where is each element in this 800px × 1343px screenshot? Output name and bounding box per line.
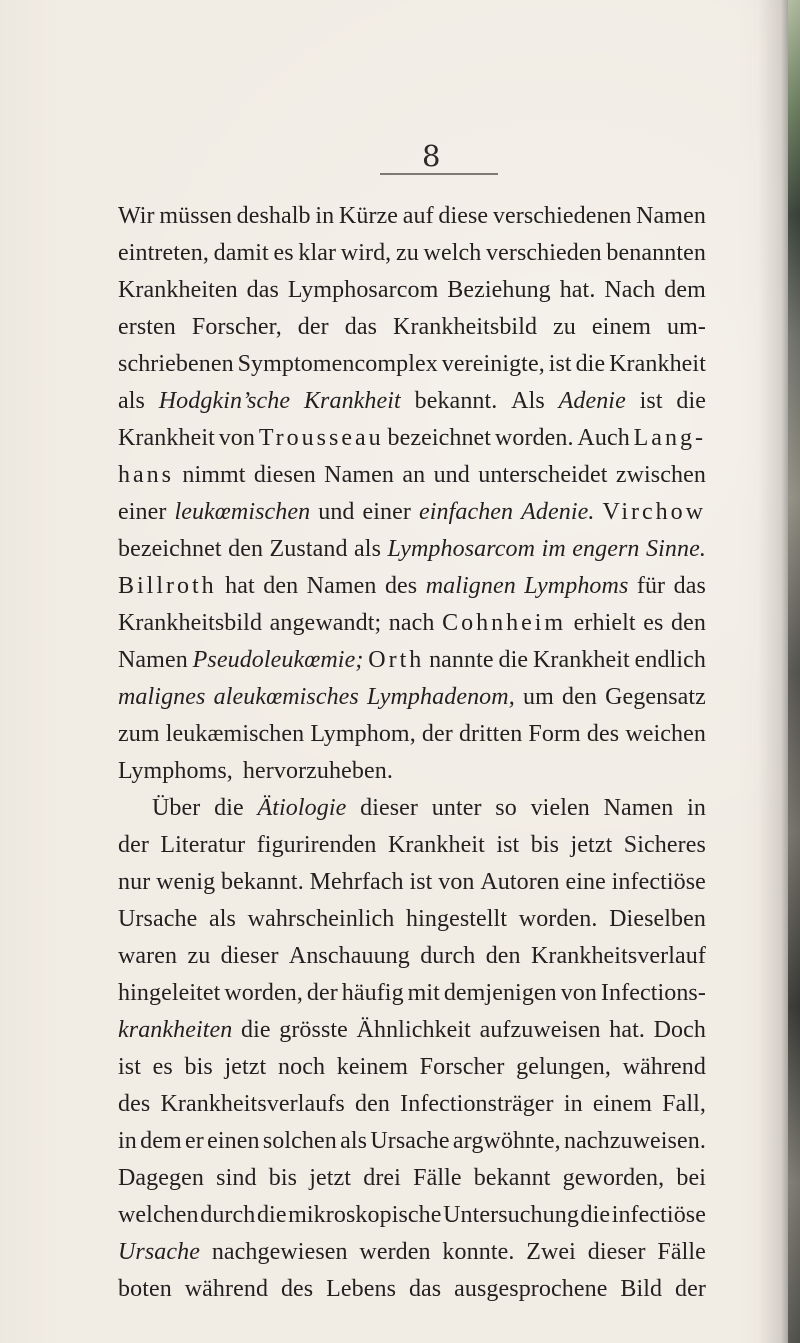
text-word: Form — [528, 721, 581, 747]
text-word: zwischen — [615, 462, 706, 488]
text-word: erhielt — [573, 610, 636, 636]
text-word: jetzt — [224, 1054, 267, 1080]
text-word: einem — [592, 1091, 652, 1117]
text-word: nimmt — [182, 462, 246, 488]
text-word: der — [675, 1276, 706, 1302]
text-word: sind — [216, 1165, 257, 1191]
text-word: bis — [530, 832, 560, 858]
text-word: Cohnheim — [442, 610, 567, 636]
text-word: ist — [496, 832, 520, 858]
text-line — [118, 1197, 706, 1234]
text-word: dritten — [458, 721, 523, 747]
text-word: die — [214, 795, 244, 821]
text-word: der — [118, 832, 149, 858]
text-word: Dieselben — [609, 906, 706, 932]
text-word: zu — [395, 240, 419, 266]
text-word: wird, — [340, 240, 392, 266]
text-word: bis — [268, 1165, 298, 1191]
text-word: Kürze — [338, 203, 399, 229]
text-word: Adenie — [558, 388, 626, 414]
text-word: werden — [359, 1239, 431, 1265]
text-word: diese — [438, 203, 489, 229]
text-word: die — [256, 1202, 287, 1228]
text-word: Fall, — [662, 1091, 706, 1117]
text-word: hat. — [609, 1017, 645, 1043]
text-word: Krankheiten — [118, 277, 238, 303]
text-line — [118, 1271, 706, 1308]
text-word: worden. — [518, 906, 598, 932]
text-word: vereinigte, — [441, 351, 545, 377]
text-word: Billroth — [118, 573, 217, 599]
text-line — [118, 790, 706, 827]
text-word: Forscher — [419, 1054, 505, 1080]
text-word: Namen — [118, 647, 188, 673]
text-word: noch — [278, 1054, 326, 1080]
text-word: den — [485, 943, 521, 969]
text-word: Mehrfach — [309, 869, 404, 895]
text-word: wahrscheinlich — [247, 906, 395, 932]
text-word: ausgesprochene — [454, 1276, 608, 1302]
text-word: Ähnlichkeit — [356, 1017, 471, 1043]
text-line — [118, 568, 706, 605]
text-word: dieser — [360, 795, 419, 821]
text-word: es — [152, 1054, 173, 1080]
text-line — [118, 753, 706, 790]
text-word: solchen — [262, 1128, 337, 1154]
text-word: ist — [118, 1054, 141, 1080]
text-word: weichen — [625, 721, 706, 747]
text-word: verschiedenen — [492, 203, 632, 229]
text-word: benannten — [606, 240, 706, 266]
text-word: konnte. — [442, 1239, 515, 1265]
text-word: Krankheit — [532, 647, 630, 673]
text-word: des — [586, 721, 620, 747]
text-word: Fälle — [413, 1165, 462, 1191]
text-line — [118, 420, 706, 457]
text-word: ist — [409, 869, 433, 895]
page-header — [380, 139, 498, 173]
text-word: unterscheidet — [478, 462, 608, 488]
text-word: Sicheres — [623, 832, 706, 858]
text-line — [118, 975, 706, 1012]
text-word: Namen — [636, 203, 706, 229]
text-word: Lymphosarcom — [287, 277, 439, 303]
text-word: der — [297, 314, 329, 340]
text-word: hervorzuheben. — [242, 758, 393, 784]
text-word: bekannt. — [414, 388, 498, 414]
text-word: Nach — [604, 277, 656, 303]
text-word: hingestellt — [406, 906, 508, 932]
text-word: jetzt — [309, 1165, 352, 1191]
text-word: die — [498, 647, 529, 673]
text-word: klar — [298, 240, 337, 266]
body-text — [118, 198, 706, 1308]
text-word: der — [421, 721, 453, 747]
text-word: infectiöse — [611, 869, 706, 895]
text-word: dieser — [220, 943, 279, 969]
text-word: einer — [362, 499, 411, 525]
page-number: 8 — [422, 139, 441, 173]
text-word: Namen — [306, 573, 377, 599]
text-word: engern — [572, 536, 640, 562]
text-line — [118, 1049, 706, 1086]
text-word: Orth — [368, 647, 425, 673]
text-word: vielen — [530, 795, 590, 821]
text-word: Anschauung — [288, 943, 410, 969]
text-word: als — [118, 388, 145, 414]
text-word: Zwei — [526, 1239, 576, 1265]
text-word: einer — [118, 499, 167, 525]
text-word: grösste — [279, 1017, 348, 1043]
text-line — [118, 642, 706, 679]
text-word: auf — [402, 203, 434, 229]
text-word: welch — [423, 240, 482, 266]
text-word: ersten — [118, 314, 176, 340]
text-line — [118, 827, 706, 864]
text-line — [118, 864, 706, 901]
text-word: Als — [511, 388, 545, 414]
text-word: dieser — [587, 1239, 646, 1265]
text-word: welchen — [118, 1202, 199, 1228]
text-line — [118, 457, 706, 494]
text-line — [118, 346, 706, 383]
text-word: leukœmischen — [174, 499, 311, 525]
text-word: Infections- — [600, 980, 706, 1006]
text-word: Ursache — [370, 1128, 450, 1154]
text-word: von — [218, 425, 256, 451]
text-line — [118, 235, 706, 272]
text-word: während — [184, 1276, 269, 1302]
text-word: es — [643, 610, 664, 636]
text-word: während — [622, 1054, 706, 1080]
text-word: damit — [213, 240, 269, 266]
text-word: das — [673, 573, 706, 599]
text-word: von — [438, 869, 475, 895]
text-word: Pseudoleukœmie; — [192, 647, 364, 673]
text-word: bei — [676, 1165, 706, 1191]
text-word: so — [495, 795, 517, 821]
text-word: die — [241, 1017, 271, 1043]
text-word: Krankheitsverlauf — [530, 943, 706, 969]
text-word: endlich — [634, 647, 706, 673]
text-word: um — [522, 684, 554, 710]
text-word: mit — [407, 980, 440, 1006]
text-word: als — [354, 536, 382, 562]
text-word: worden, — [224, 980, 303, 1006]
text-word: Hodgkin’sche — [158, 388, 291, 414]
text-line — [118, 605, 706, 642]
text-line — [118, 938, 706, 975]
header-rule — [380, 173, 498, 175]
text-word: boten — [118, 1276, 172, 1302]
text-word: Lymphoms — [524, 573, 629, 599]
text-word: jetzt — [570, 832, 613, 858]
text-word: Wir — [118, 203, 155, 229]
text-word: Ätiologie — [257, 795, 347, 821]
text-line — [118, 531, 706, 568]
text-word: krankheiten — [118, 1017, 233, 1043]
text-word: Krankheitsbild — [393, 314, 538, 340]
text-word: des — [118, 1091, 151, 1117]
text-word: Lymphom, — [310, 721, 416, 747]
text-word: Krankheit — [303, 388, 401, 414]
text-word: figurirenden — [256, 832, 377, 858]
text-line — [118, 901, 706, 938]
text-line — [118, 494, 706, 531]
text-word: die — [575, 351, 606, 377]
text-word: des — [384, 573, 418, 599]
text-word: Lymphoms, — [118, 758, 233, 784]
text-word: Untersuchung — [443, 1202, 579, 1228]
text-word: dem — [664, 277, 706, 303]
text-word: waren — [118, 943, 178, 969]
text-word: hingeleitet — [118, 980, 221, 1006]
text-word: Beziehung — [447, 277, 551, 303]
text-word: geworden, — [562, 1165, 665, 1191]
text-word: der — [306, 980, 338, 1006]
text-word: Literatur — [160, 832, 246, 858]
text-line — [118, 198, 706, 235]
text-word: Forscher, — [191, 314, 282, 340]
text-word: im — [541, 536, 566, 562]
text-word: nannte — [429, 647, 494, 673]
text-word: worden. — [494, 425, 574, 451]
text-word: zu — [553, 314, 576, 340]
text-word: den — [561, 684, 597, 710]
text-word: Symptomencomplex — [237, 351, 438, 377]
text-word: hat — [225, 573, 255, 599]
text-word: Autoren — [480, 869, 560, 895]
text-word: angewandt; — [269, 610, 382, 636]
text-word: bis — [184, 1054, 213, 1080]
page-edge-strip — [788, 0, 800, 1343]
text-word: einfachen — [418, 499, 514, 525]
text-word: in — [687, 795, 706, 821]
text-word: nachgewiesen — [211, 1239, 348, 1265]
text-word: Krankheit — [388, 832, 485, 858]
text-word: wenig — [156, 869, 216, 895]
text-word: ist — [548, 351, 572, 377]
text-word: eintreten, — [118, 240, 209, 266]
text-line — [118, 679, 706, 716]
text-word: Dagegen — [118, 1165, 204, 1191]
text-word: ist — [639, 388, 663, 414]
text-word: malignen — [425, 573, 516, 599]
text-word: Krankheit — [609, 351, 706, 377]
text-word: Namen — [603, 795, 674, 821]
text-word: zu — [187, 943, 211, 969]
text-word: schriebenen — [118, 351, 234, 377]
text-word: Auch — [577, 425, 630, 451]
text-word: in — [315, 203, 335, 229]
text-word: Sinne. — [646, 536, 706, 562]
text-word: Lymphosarcom — [387, 536, 536, 562]
text-word: für — [636, 573, 666, 599]
text-word: argwöhnte, — [452, 1128, 561, 1154]
text-word: in — [563, 1091, 583, 1117]
text-word: zum — [118, 721, 160, 747]
text-word: Zustand — [269, 536, 348, 562]
text-word: den — [355, 1091, 390, 1117]
text-word: es — [273, 240, 294, 266]
text-word: die — [580, 1202, 611, 1228]
text-word: diesen — [253, 462, 316, 488]
text-word: Ursache — [118, 1239, 201, 1265]
text-word: häufig — [341, 980, 404, 1006]
text-word: Trousseau — [258, 425, 384, 451]
text-word: infectiöse — [611, 1202, 706, 1228]
text-word: Lang- — [633, 425, 706, 451]
text-word: die — [676, 388, 706, 414]
text-word: und — [318, 499, 355, 525]
text-word: malignes — [118, 684, 206, 710]
text-word: leukæmischen — [165, 721, 305, 747]
text-word: Infectionsträger — [400, 1091, 554, 1117]
text-line — [118, 272, 706, 309]
text-line — [118, 1012, 706, 1049]
text-word: bekannt. — [221, 869, 304, 895]
text-word: um- — [667, 314, 706, 340]
text-line — [118, 309, 706, 346]
text-word: den — [670, 610, 706, 636]
text-word: mikroskopische — [288, 1202, 442, 1228]
text-word: keinem — [336, 1054, 408, 1080]
text-word: müssen — [159, 203, 232, 229]
text-word: bezeichnet — [387, 425, 492, 451]
text-word: Über — [152, 795, 201, 821]
text-word: in — [118, 1128, 137, 1154]
text-word: nach — [388, 610, 435, 636]
text-word: aleukœmisches — [213, 684, 359, 710]
text-word: als — [340, 1128, 368, 1154]
text-word: hans — [118, 462, 174, 488]
text-word: durch — [200, 1202, 256, 1228]
text-word: an — [402, 462, 426, 488]
text-word: er — [185, 1128, 204, 1154]
text-word: den — [228, 536, 264, 562]
text-word: Virchow — [602, 499, 706, 525]
text-word: Adenie. — [521, 499, 595, 525]
text-line — [118, 383, 706, 420]
text-word: drei — [363, 1165, 401, 1191]
text-word: Namen — [324, 462, 394, 488]
text-word: eine — [565, 869, 606, 895]
text-word: und — [433, 462, 470, 488]
text-word: des — [280, 1276, 314, 1302]
text-word: das — [344, 314, 378, 340]
text-line — [118, 1123, 706, 1160]
text-word: nur — [118, 869, 151, 895]
text-word: das — [246, 277, 279, 303]
text-word: demjenigen — [443, 980, 557, 1006]
text-word: verschieden — [486, 240, 602, 266]
text-word: Doch — [653, 1017, 706, 1043]
text-line — [118, 1160, 706, 1197]
text-word: bekannt — [473, 1165, 551, 1191]
text-word: Gegensatz — [605, 684, 706, 710]
text-word: den — [263, 573, 299, 599]
text-word: Krankheitsverlaufs — [160, 1091, 345, 1117]
text-word: von — [560, 980, 597, 1006]
text-word: einen — [207, 1128, 260, 1154]
text-word: nachzuweisen. — [564, 1128, 706, 1154]
text-word: dem — [140, 1128, 182, 1154]
text-word: Lebens — [326, 1276, 397, 1302]
text-word: hat. — [559, 277, 596, 303]
text-word: Ursache — [118, 906, 198, 932]
text-word: Krankheit — [118, 425, 215, 451]
text-word: Lymphadenom, — [367, 684, 515, 710]
text-word: als — [209, 906, 236, 932]
text-word: einem — [591, 314, 652, 340]
text-word: Bild — [620, 1276, 663, 1302]
text-word: bezeichnet — [118, 536, 222, 562]
text-word: durch — [420, 943, 476, 969]
text-word: Krankheitsbild — [118, 610, 263, 636]
text-line — [118, 716, 706, 753]
text-word: das — [408, 1276, 442, 1302]
text-word: aufzuweisen — [479, 1017, 601, 1043]
text-line — [118, 1234, 706, 1271]
text-word: Fälle — [657, 1239, 706, 1265]
text-word: unter — [431, 795, 482, 821]
text-line — [118, 1086, 706, 1123]
text-word: gelungen, — [516, 1054, 611, 1080]
text-word: deshalb — [236, 203, 311, 229]
